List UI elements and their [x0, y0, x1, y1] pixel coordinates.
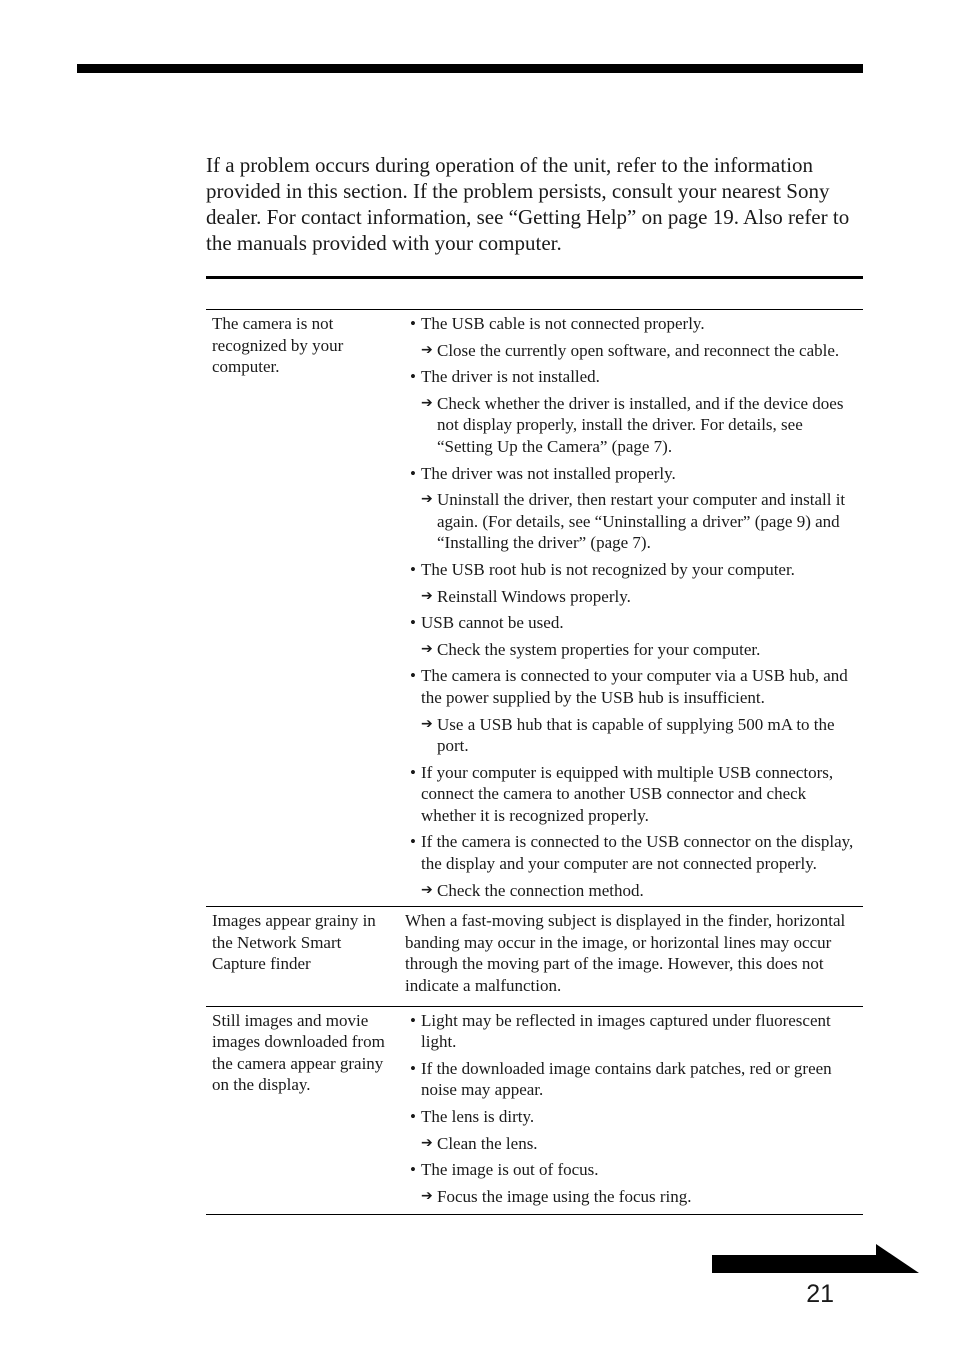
cause-text: The driver was not installed properly. [421, 463, 676, 483]
bullet-icon: • [410, 1160, 416, 1180]
solution-text: Check whether the driver is installed, and if the device does not display properly, install the driver. For details, see “Setting Up the Camera” (page 7). [437, 393, 844, 456]
solution-text: Close the currently open software, and reconnect the cable. [437, 340, 840, 360]
cause-text: The USB root hub is not recognized by your computer. [421, 559, 795, 579]
cause-item [405, 1058, 857, 1101]
cause-item [405, 1106, 857, 1128]
solution-item [405, 340, 857, 362]
bullet-icon: • [410, 1010, 416, 1030]
arrow-right-icon: ➔ [421, 881, 433, 898]
cause-item [405, 313, 857, 335]
cause-text: Light may be reflected in images captured under fluorescent light. [421, 1010, 831, 1052]
solution-item [405, 586, 857, 608]
solution-item [405, 489, 857, 554]
cause-item [405, 831, 857, 874]
solution-text: Uninstall the driver, then restart your computer and install it again. (For details, see “Uninstalling a driver” (page 9) and “Installing the driver” (page 7). [437, 490, 846, 553]
cause-text: USB cannot be used. [421, 613, 564, 633]
arrow-right-icon: ➔ [421, 341, 433, 358]
cause-cell [402, 310, 863, 906]
page-number: 21 [806, 1280, 834, 1308]
solution-text: Check the connection method. [437, 880, 644, 900]
solution-item [405, 393, 857, 458]
arrow-right-icon: ➔ [421, 1187, 433, 1204]
arrow-right-icon: ➔ [421, 587, 433, 604]
cause-item [405, 1159, 857, 1181]
cause-text: The driver is not installed. [421, 367, 600, 387]
arrow-right-icon: ➔ [421, 715, 433, 732]
bullet-icon: • [410, 762, 416, 782]
arrow-right-icon: ➔ [421, 394, 433, 411]
cause-text: The image is out of focus. [421, 1160, 599, 1180]
cause-cell [402, 1007, 863, 1215]
symptom-cell: The camera is not recognized by your computer. [212, 314, 344, 377]
cause-item [405, 463, 857, 485]
continued-arrow-icon [712, 1244, 920, 1274]
intro-paragraph: If a problem occurs during operation of the unit, refer to the information provided in this section. If the problem persists, consult your nearest Sony dealer. For contact information, see “Getting Help” on page 19. Also refer to the manuals provided with your computer. [206, 153, 850, 255]
cause-text: The camera is connected to your computer via a USB hub, and the power supplied by the USB hub is insufficient. [421, 666, 848, 707]
cause-text: If the downloaded image contains dark patches, red or green noise may appear. [421, 1058, 832, 1100]
symptom-cell: Still images and movie images downloaded from the camera appear grainy on the display. [212, 1010, 385, 1095]
cause-item [405, 612, 857, 634]
solution-item [405, 1186, 857, 1208]
troubleshooting-table [206, 309, 863, 1215]
cause-item [405, 559, 857, 581]
cause-item [405, 665, 857, 708]
arrow-right-icon: ➔ [421, 1134, 433, 1151]
cause-item [405, 1010, 857, 1053]
table-row [206, 1007, 863, 1216]
solution-item [405, 639, 857, 661]
section-rule [206, 276, 863, 279]
cause-cell [402, 907, 863, 1005]
cause-text: When a fast-moving subject is displayed in the finder, horizontal banding may occur in the image, or horizontal lines may occur through the moving part of the image. However, this does not indicate a malfunction. [405, 911, 846, 996]
symptom-cell: Images appear grainy in the Network Smart Capture finder [212, 911, 376, 974]
solution-item [405, 714, 857, 757]
cause-text: The USB cable is not connected properly. [421, 314, 705, 333]
bullet-icon: • [410, 367, 416, 387]
table-row [206, 907, 863, 1006]
bullet-icon: • [410, 559, 416, 579]
cause-item [405, 762, 857, 827]
table-row [206, 310, 863, 907]
cause-text: If the camera is connected to the USB connector on the display, the display and your computer are not connected properly. [421, 832, 854, 874]
cause-text: If your computer is equipped with multiple USB connectors, connect the camera to another USB connector and check whether it is recognized properly. [421, 762, 834, 825]
solution-text: Check the system properties for your computer. [437, 639, 761, 659]
solution-text: Use a USB hub that is capable of supplying 500 mA to the port. [437, 714, 835, 756]
cause-item [405, 366, 857, 388]
solution-item [405, 1133, 857, 1155]
solution-text: Clean the lens. [437, 1133, 538, 1153]
header-rule [77, 64, 863, 73]
arrow-right-icon: ➔ [421, 640, 433, 657]
bullet-icon: • [410, 463, 416, 483]
bullet-icon: • [410, 314, 416, 333]
solution-item [405, 880, 857, 902]
solution-text: Focus the image using the focus ring. [437, 1186, 692, 1206]
cause-text: The lens is dirty. [421, 1107, 535, 1126]
arrow-right-icon: ➔ [421, 491, 433, 508]
bullet-icon: • [410, 666, 416, 686]
bullet-icon: • [410, 832, 416, 852]
bullet-icon: • [410, 1107, 416, 1126]
bullet-icon: • [410, 1058, 416, 1078]
bullet-icon: • [410, 613, 416, 633]
solution-text: Reinstall Windows properly. [437, 586, 631, 606]
